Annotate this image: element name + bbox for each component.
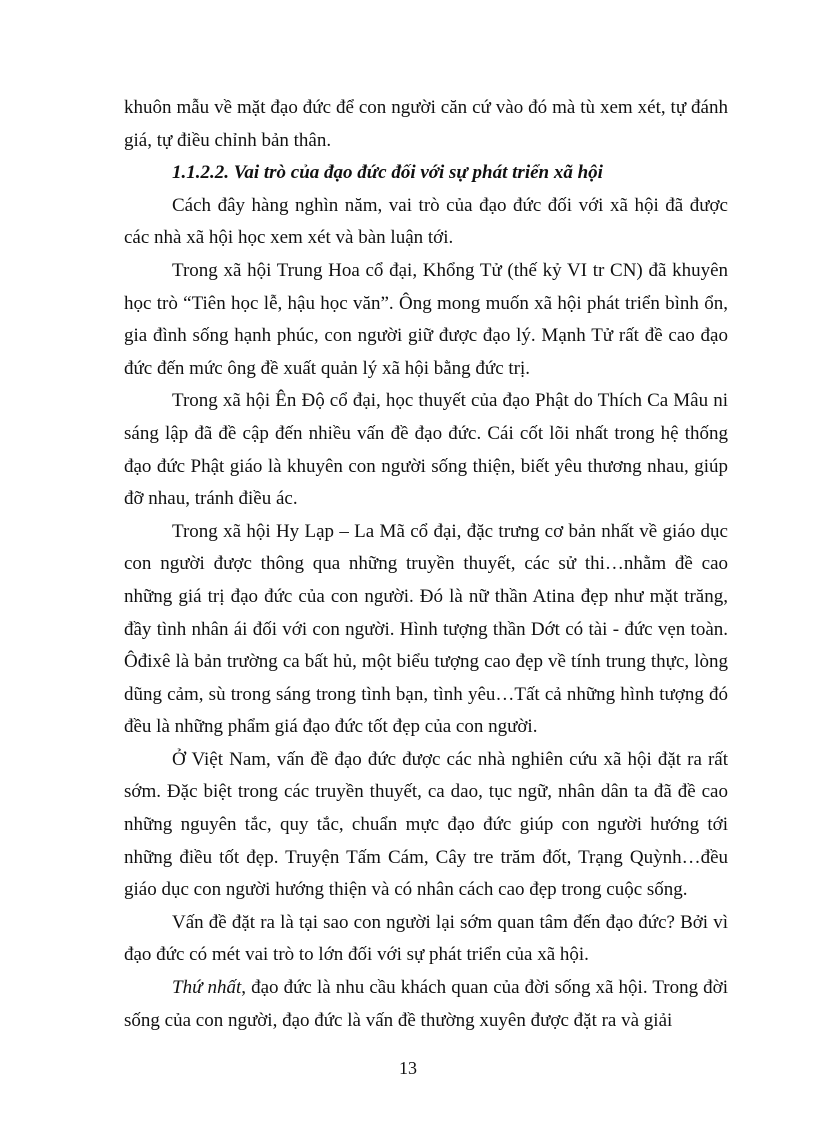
- italic-lead: Thứ nhất: [172, 977, 242, 999]
- paragraph-vietnam: Ở Việt Nam, vấn đề đạo đức được các nhà nghiên cứu xã hội đặt ra rất sớm. Đặc biệt trong các truyền thuyết, ca dao, tục ngữ, nhân dân ta đã đề cao những nguyên tắc, quy tắc, chuẩn mực đạo đức giúp con người hướng tới những điều tốt đẹp. Truyện Tấm Cám, Cây tre trăm đốt, Trạng Quỳnh…đều giáo dục con người hướng thiện và có nhân cách cao đẹp trong cuộc sống.: [124, 748, 728, 901]
- page-number: 13: [399, 1058, 417, 1078]
- paragraph-continuation: khuôn mẫu về mặt đạo đức để con người căn cứ vào đó mà tù xem xét, tự đánh giá, tự điều chỉnh bản thân.: [124, 97, 728, 151]
- paragraph-india: Trong xã hội Ên Độ cổ đại, học thuyết của đạo Phật do Thích Ca Mâu ni sáng lập đã đề cập đến nhiều vấn đề đạo đức. Cái cốt lõi nhất trong hệ thống đạo đức Phật giáo là khuyên con người sống thiện, biết yêu thương nhau, giúp đỡ nhau, tránh điều ác.: [124, 390, 728, 510]
- document-body: [124, 92, 728, 1037]
- paragraph-question: Vấn đề đặt ra là tại sao con người lại sớm quan tâm đến đạo đức? Bởi vì đạo đức có mét vai trò to lớn đối với sự phát triển của xã hội.: [124, 911, 728, 966]
- paragraph-first-point: [124, 972, 728, 1037]
- paragraph-greece-rome: Trong xã hội Hy Lạp – La Mã cổ đại, đặc trưng cơ bản nhất về giáo dục con người được thông qua những truyền thuyết, các sử thi…nhằm đề cao những giá trị đạo đức của con người. Đó là nữ thần Atina đẹp như mặt trăng, đầy tình nhân ái đối với con người. Hình tượng thần Dớt có tài - đức vẹn toàn. Ôđixê là bản trường ca bất hủ, một biểu tượng cao đẹp về tính trung thực, lòng dũng cảm, sù trong sáng trong tình bạn, tình yêu…Tất cả những hình tượng đó đều là những phẩm giá đạo đức tốt đẹp của con người.: [124, 520, 728, 738]
- paragraph-intro: Cách đây hàng nghìn năm, vai trò của đạo đức đối với xã hội đã được các nhà xã hội học xem xét và bàn luận tới.: [124, 194, 728, 249]
- paragraph-first-point-text: , đạo đức là nhu cầu khách quan của đời sống xã hội. Trong đời sống của con người, đạo đức là vấn đề thường xuyên được đặt ra và giải: [124, 977, 728, 1031]
- paragraph-china: Trong xã hội Trung Hoa cổ đại, Khổng Tử (thế kỷ VI tr CN) đã khuyên học trò “Tiên học lễ, hậu học văn”. Ông mong muốn xã hội phát triển bình ổn, gia đình sống hạnh phúc, con người giữ được đạo lý. Mạnh Tử rất đề cao đạo đức đến mức ông đề xuất quản lý xã hội bằng đức trị.: [124, 259, 728, 379]
- section-heading: 1.1.2.2. Vai trò của đạo đức đối với sự phát triển xã hội: [172, 162, 603, 184]
